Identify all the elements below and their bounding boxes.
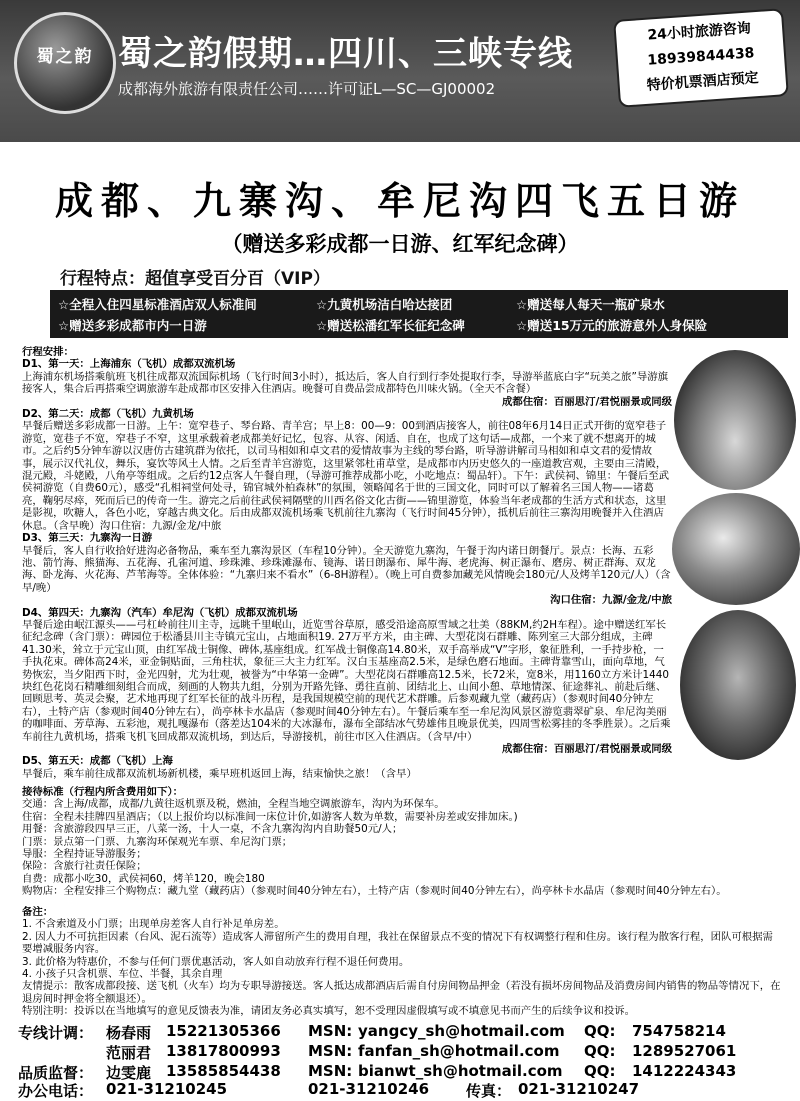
day-description: 早餐后，客人自行收拾好进沟必备物品，乘车至九寨沟景区（车程10分钟）。全天游览九寨沟，午餐于沟内诺日朗餐厅。景点：长海、五彩池、箭竹海、熊猫海、五花海、孔雀河道、珍珠滩、珍珠滩瀑布、镜海、诺日朗瀑布、犀牛海、老虎海、树正瀑布、磨房、树正群海、双龙海、卧龙海、火花海、芦苇海等。全体体验：“九寨归来不看水”（6-8H游程）。（晚上可自费参加藏羌风情晚会180元/人及烤羊120元/人）（含早/晚）: [22, 544, 671, 594]
msn-label: MSN:: [308, 1062, 353, 1080]
hotline-label: 专线计调：: [18, 1024, 94, 1042]
contact-name: 杨春雨: [106, 1024, 152, 1042]
contact-phone: 13817800993: [166, 1042, 281, 1060]
notes-section: [22, 906, 782, 1018]
day-heading: D3、第三天：九寨沟一日游: [22, 532, 153, 545]
qq-label: QQ:: [584, 1062, 616, 1080]
service-line: 自费：成都小吃30，武侯祠60，烤羊120，晚会180: [22, 872, 265, 885]
page-title: 成都、九寨沟、牟尼沟四飞五日游: [54, 178, 745, 223]
fax-number: 021-31210247: [518, 1080, 640, 1098]
lake-photo: [674, 350, 796, 490]
company-license: 成都海外旅游有限责任公司……许可证L—SC—GJ00002: [118, 80, 496, 98]
fax-label: 传真：: [466, 1082, 512, 1100]
hotline-phone: 18939844438: [646, 45, 755, 69]
notes-heading: 备注：: [22, 906, 54, 918]
hotel-info: 成都住宿：百丽思汀/君悦丽景或同级: [501, 743, 672, 755]
contact-msn[interactable]: bianwt_sh@hotmail.com: [358, 1062, 563, 1080]
monument-photo: [680, 610, 796, 760]
day-heading: D1、第一天：上海浦东（飞机）成都双流机场: [22, 358, 236, 371]
logo-text: 蜀之韵: [36, 47, 94, 67]
feature-item: ☆赠送每人每天一瓶矿泉水: [516, 297, 665, 312]
day-description: 早餐后途由岷江源头——弓杠岭前往川主寺，远眺千里岷山，近览雪谷草原，感受沿途高原雪域之壮美（88KM,约2H车程）。途中赠送红军长征纪念碑（含门票）：碑园位于松潘县川主寺镇元宝山，占地面积19. 27万平方米，由主碑、大型花岗石群雕、陈列室三大部分组成，主碑41.30米，耸立于元宝山顶，由红军战士铜像、碑体,基座组成。红军战士铜像高14.80米，双手高举成“V”字形，象征胜利，一手持步枪，一手执花束。碑体高24米，亚金铜贴面，三角柱状，象征三大主力红军。汉白玉基座高2.5米，是绿色磨石地面。主碑背靠雪山，面向草地，气势恢宏，当夕阳西下时，金光四射，尤为壮观，被誉为“中华第一金碑”。大型花岗石群雕高12.5米，长72米，宽8米，用1160立方米计1440块红色花岗石精雕细刻组合而成，刻画的人物共九组，分别为开路先锋、勇往直前、团结北上、山间小憩、草地情深、征途葬礼、前赴后继、回顾思考、英灵会聚，艺术地再现了红军长征的战斗历程，是我国规模空前的现代艺术群雕。后参观藏九堂（藏药店）（参观时间40分钟左右），土特产店（参观时间40分钟左右），尚亭林卡水晶店（参观时间40分钟左右）。午餐后乘车至一牟尼沟风景区游览翡翠矿泉、牟尼沟美丽的咖啡面、芳草海、五彩池，观扎嘎瀑布（落差达104米的大冰瀑布，瀑布全部结冰气势雄伟且晚景优美，四周雪松雾挂的冬季胜景）。之后乘车前往九黄机场，搭乘飞机飞回成都双流机场，到达后，导游接机，前往市区入住酒店。（含早/中）: [22, 618, 671, 743]
msn-label: MSN:: [308, 1022, 353, 1040]
contact-qq: 754758214: [632, 1022, 726, 1040]
day-heading: D5、第五天：成都（飞机）上海: [22, 755, 173, 768]
note-line: 1. 不含索道及小门票；出现单房差客人自行补足单房差。: [22, 918, 285, 931]
day-description: 早餐后，乘车前往成都双流机场新机楼，乘早班机返回上海，结束愉快之旅！（含早）: [22, 767, 417, 780]
note-line: 4. 小孩子只含机票、车位、半餐，其余自理: [22, 968, 223, 981]
note-line: 友情提示：散客成都段接、送飞机（火车）均为专职导游接送。客人抵达成都酒店后需自付房间物品押金（若没有损坏房间物品及消费房间内销售的物品等情况下，在退房间时押金将全额退还）。: [22, 980, 781, 1005]
services-heading: 接待标准（行程内所含费用如下）：: [22, 786, 184, 798]
brand-title: 蜀之韵假期…四川、三峡专线: [118, 34, 573, 74]
hotline-line3: 特价机票酒店预定: [646, 70, 760, 94]
contact-phone: 15221305366: [166, 1022, 281, 1040]
service-line: 用餐：含旅游段四早三正，八菜一汤，十人一桌，不含九寨沟沟内自助餐50元/人；: [22, 823, 403, 836]
day-description: 上海浦东机场搭乘航班飞机往成都双流国际机场（飞行时间3小时），抵达后，客人自行到行李处提取行李，导游举蓝底白字“玩美之旅”导游旗接客人，集合后再搭乘空调旅游车赴成都市区安排入住酒店。晚餐可自费品尝成都特色川味火锅。（全天不含餐）: [22, 370, 668, 396]
feature-item: ☆全程入住四星标准酒店双人标准间: [58, 297, 257, 312]
contact-qq: 1289527061: [632, 1042, 737, 1060]
supervision-label: 品质监督：: [18, 1064, 94, 1082]
contact-qq: 1412224343: [632, 1062, 737, 1080]
note-line: 3. 此价格为特惠价，不参与任何门票优惠活动，客人如自动放弃行程不退任何费用。: [22, 955, 410, 968]
hotline-line1: 24小时旅游咨询: [647, 20, 752, 44]
contact-name: 范丽君: [106, 1044, 152, 1062]
office-phone: 021-31210246: [308, 1080, 430, 1098]
contact-msn[interactable]: yangcy_sh@hotmail.com: [358, 1022, 565, 1040]
feature-item: ☆赠送15万元的旅游意外人身保险: [516, 318, 708, 333]
waterfall-photo: [672, 493, 800, 605]
office-label: 办公电话：: [18, 1082, 94, 1100]
page-subtitle: （赠送多彩成都一日游、红军纪念碑）: [221, 232, 579, 256]
day-heading: D4、第四天：九寨沟（汽车）牟尼沟（飞机）成都双流机场: [22, 606, 298, 619]
msn-label: MSN:: [308, 1042, 353, 1060]
service-line: 保险：含旅行社责任保险；: [22, 860, 147, 873]
service-line: 门票：景点第一门票、九寨沟环保观光车票、牟尼沟门票；: [22, 835, 293, 848]
feature-item: ☆赠送多彩成都市内一日游: [58, 318, 207, 333]
contact-phone: 13585854438: [166, 1062, 281, 1080]
day-description: 早餐后赠送多彩成都一日游。上午：宽窄巷子、琴台路、青羊宫；早上8：00—9：00到酒店接客人，前往08年6月14日正式开街的宽窄巷子游览，宽巷子不宽，窄巷子不窄，这里承载着老成都美好记忆，包容、从容、闲适、自在，也成了这句话—成都，一个来了就不想离开的城市。之后约5分钟车游以汉唐仿古建筑群为依托，以司马相如和卓文君的爱情故事为主线的琴台路，听导游讲解司马相如和卓文君的爱情故事，展示汉代礼仪，舞乐，宴饮等风土人情。之后至青羊宫游览，这里紧邻杜甫草堂，是成都市内历史悠久的一座道教宫观，主要由三清殿，混元殿，斗姥殿，八角亭等组成。之后约12点客人午餐自理，（导游可推荐成都小吃，小吃地点：蜀品轩）。下午：武侯祠、锦里：午餐后至武侯祠游览（自费60元），感受“孔相祠堂何处寻，锦官城外柏森林”的氛围，领略闻名于世的三国文化，同时可以了解着名三国人物——诸葛亮，鞠躬尽瘁，死而后已的传奇一生。游完之后前往武侯祠隔壁的川西名俗文化古街——锦里游览，体验当年老成都的生活方式和状态，这里是影视，吹糖人，各色小吃，穿越古典文化。后由成都双流机场乘飞机前往九寨沟（飞行时间45分钟），抵机后前往三寨沟用晚餐并入住酒店休息。（含早晚）沟口住宿：九源/金龙/中旅: [22, 420, 670, 532]
itinerary-section: [22, 346, 672, 780]
feature-box: [50, 290, 788, 338]
office-phone: 021-31210245: [106, 1080, 228, 1098]
note-line: 2. 因人力不可抗拒因素（台风、泥石流等）造成客人滞留所产生的费用自理，我社在保留景点不变的情况下有权调整行程和住房。该行程为散客行程，团队可根据需要增减服务内容。: [22, 930, 773, 956]
feature-heading: 行程特点：超值享受百分百（VIP）: [60, 269, 330, 289]
service-line: 购物店：全程安排三个购物点：藏九堂（藏药店）（参观时间40分钟左右），土特产店（参观时间40分钟左右），尚亭林卡水晶店（参观时间40分钟左右）。: [22, 885, 727, 898]
hotel-info: 成都住宿：百丽思汀/君悦丽景或同级: [501, 395, 672, 408]
note-line: 特别注明：投诉以在当地填写的意见反馈表为准，请团友务必真实填写，恕不受理因虚假填写或不填意见书而产生的后续争议和投诉。: [22, 1005, 636, 1018]
hotel-info: 沟口住宿：九源/金龙/中旅: [550, 594, 672, 607]
services-section: [22, 786, 782, 898]
service-line: 导服：全程持证导游服务；: [22, 848, 147, 861]
itinerary-heading: 行程安排：: [22, 346, 74, 358]
hotline-badge: [613, 8, 789, 108]
service-line: 住宿：全程未挂牌四星酒店；（以上报价均以标准间一床位计价,如游客人数为单数，需要补房差或安排加床。): [22, 810, 518, 823]
contact-msn[interactable]: fanfan_sh@hotmail.com: [358, 1042, 560, 1060]
day-heading: D2、第二天：成都（飞机）九黄机场: [22, 408, 194, 421]
feature-item: ☆九黄机场洁白哈达接团: [316, 297, 453, 312]
qq-label: QQ:: [584, 1022, 616, 1040]
feature-item: ☆赠送松潘红军长征纪念碑: [316, 318, 465, 333]
contact-name: 边雯鹿: [106, 1064, 152, 1082]
contacts-section: [0, 1016, 800, 1100]
qq-label: QQ:: [584, 1042, 616, 1060]
service-line: 交通：含上海/成都，成都/九黄往返机票及税，燃油，全程当地空调旅游车，沟内为环保车。: [22, 798, 445, 811]
